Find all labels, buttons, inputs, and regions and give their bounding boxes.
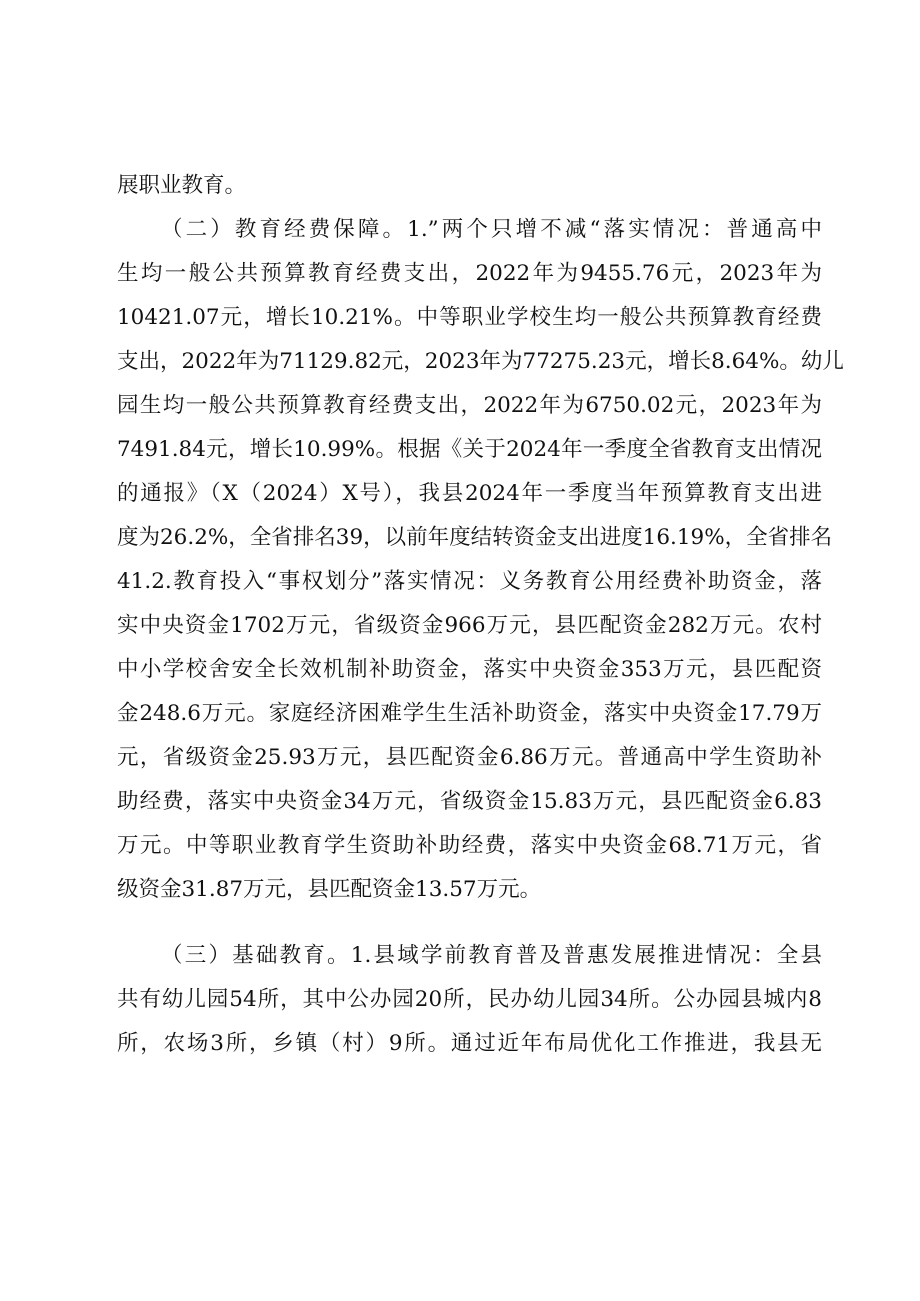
paragraph-line: 中小学校舍安全长效机制补助资金，落实中央资金353万元，县匹配资 [117, 657, 822, 682]
paragraph-line: 所，农场3所，乡镇（村）9所。通过近年布局优化工作推进，我县无 [117, 1031, 822, 1056]
paragraph-line: 共有幼儿园54所，其中公办园20所，民办幼儿园34所。公办园县城内8 [117, 987, 822, 1012]
paragraph-line: 10421.07元，增长10.21%。中等职业学校生均一般公共预算教育经费 [117, 305, 822, 330]
paragraph-line: 万元。中等职业教育学生资助补助经费，落实中央资金68.71万元，省 [117, 833, 822, 858]
paragraph-line: 支出，2022年为71129.82元，2023年为77275.23元，增长8.64%。幼儿 [117, 349, 844, 374]
section-heading-funding: （二）教育经费保障。1.”两个只增不减“落实情况：普通高中 [161, 217, 822, 242]
document-body [117, 164, 844, 1066]
paragraph-line: 度为26.2%，全省排名39，以前年度结转资金支出进度16.19%，全省排名 [117, 525, 833, 550]
paragraph-line: 展职业教育。 [117, 173, 247, 198]
paragraph-line: 的通报》（X（2024）X号），我县2024年一季度当年预算教育支出进 [117, 481, 822, 506]
paragraph-line: 园生均一般公共预算教育经费支出，2022年为6750.02元，2023年为 [117, 393, 822, 418]
paragraph-line: 实中央资金1702万元，省级资金966万元，县匹配资金282万元。农村 [117, 613, 822, 638]
paragraph-gap [117, 912, 822, 934]
paragraph-line: 助经费，落实中央资金34万元，省级资金15.83万元，县匹配资金6.83 [117, 789, 822, 814]
paragraph-line: 金248.6万元。家庭经济困难学生生活补助资金，落实中央资金17.79万 [117, 701, 822, 726]
section-heading-basic-education: （三）基础教育。1.县域学前教育普及普惠发展推进情况：全县 [161, 943, 822, 968]
paragraph-line: 7491.84元，增长10.99%。根据《关于2024年一季度全省教育支出情况 [117, 437, 822, 462]
paragraph-line: 生均一般公共预算教育经费支出，2022年为9455.76元，2023年为 [117, 261, 822, 286]
paragraph-line: 级资金31.87万元，县匹配资金13.57万元。 [117, 877, 542, 902]
paragraph-line: 元，省级资金25.93万元，县匹配资金6.86万元。普通高中学生资助补 [117, 745, 822, 770]
paragraph-line: 41.2.教育投入“事权划分”落实情况：义务教育公用经费补助资金，落 [117, 569, 822, 594]
